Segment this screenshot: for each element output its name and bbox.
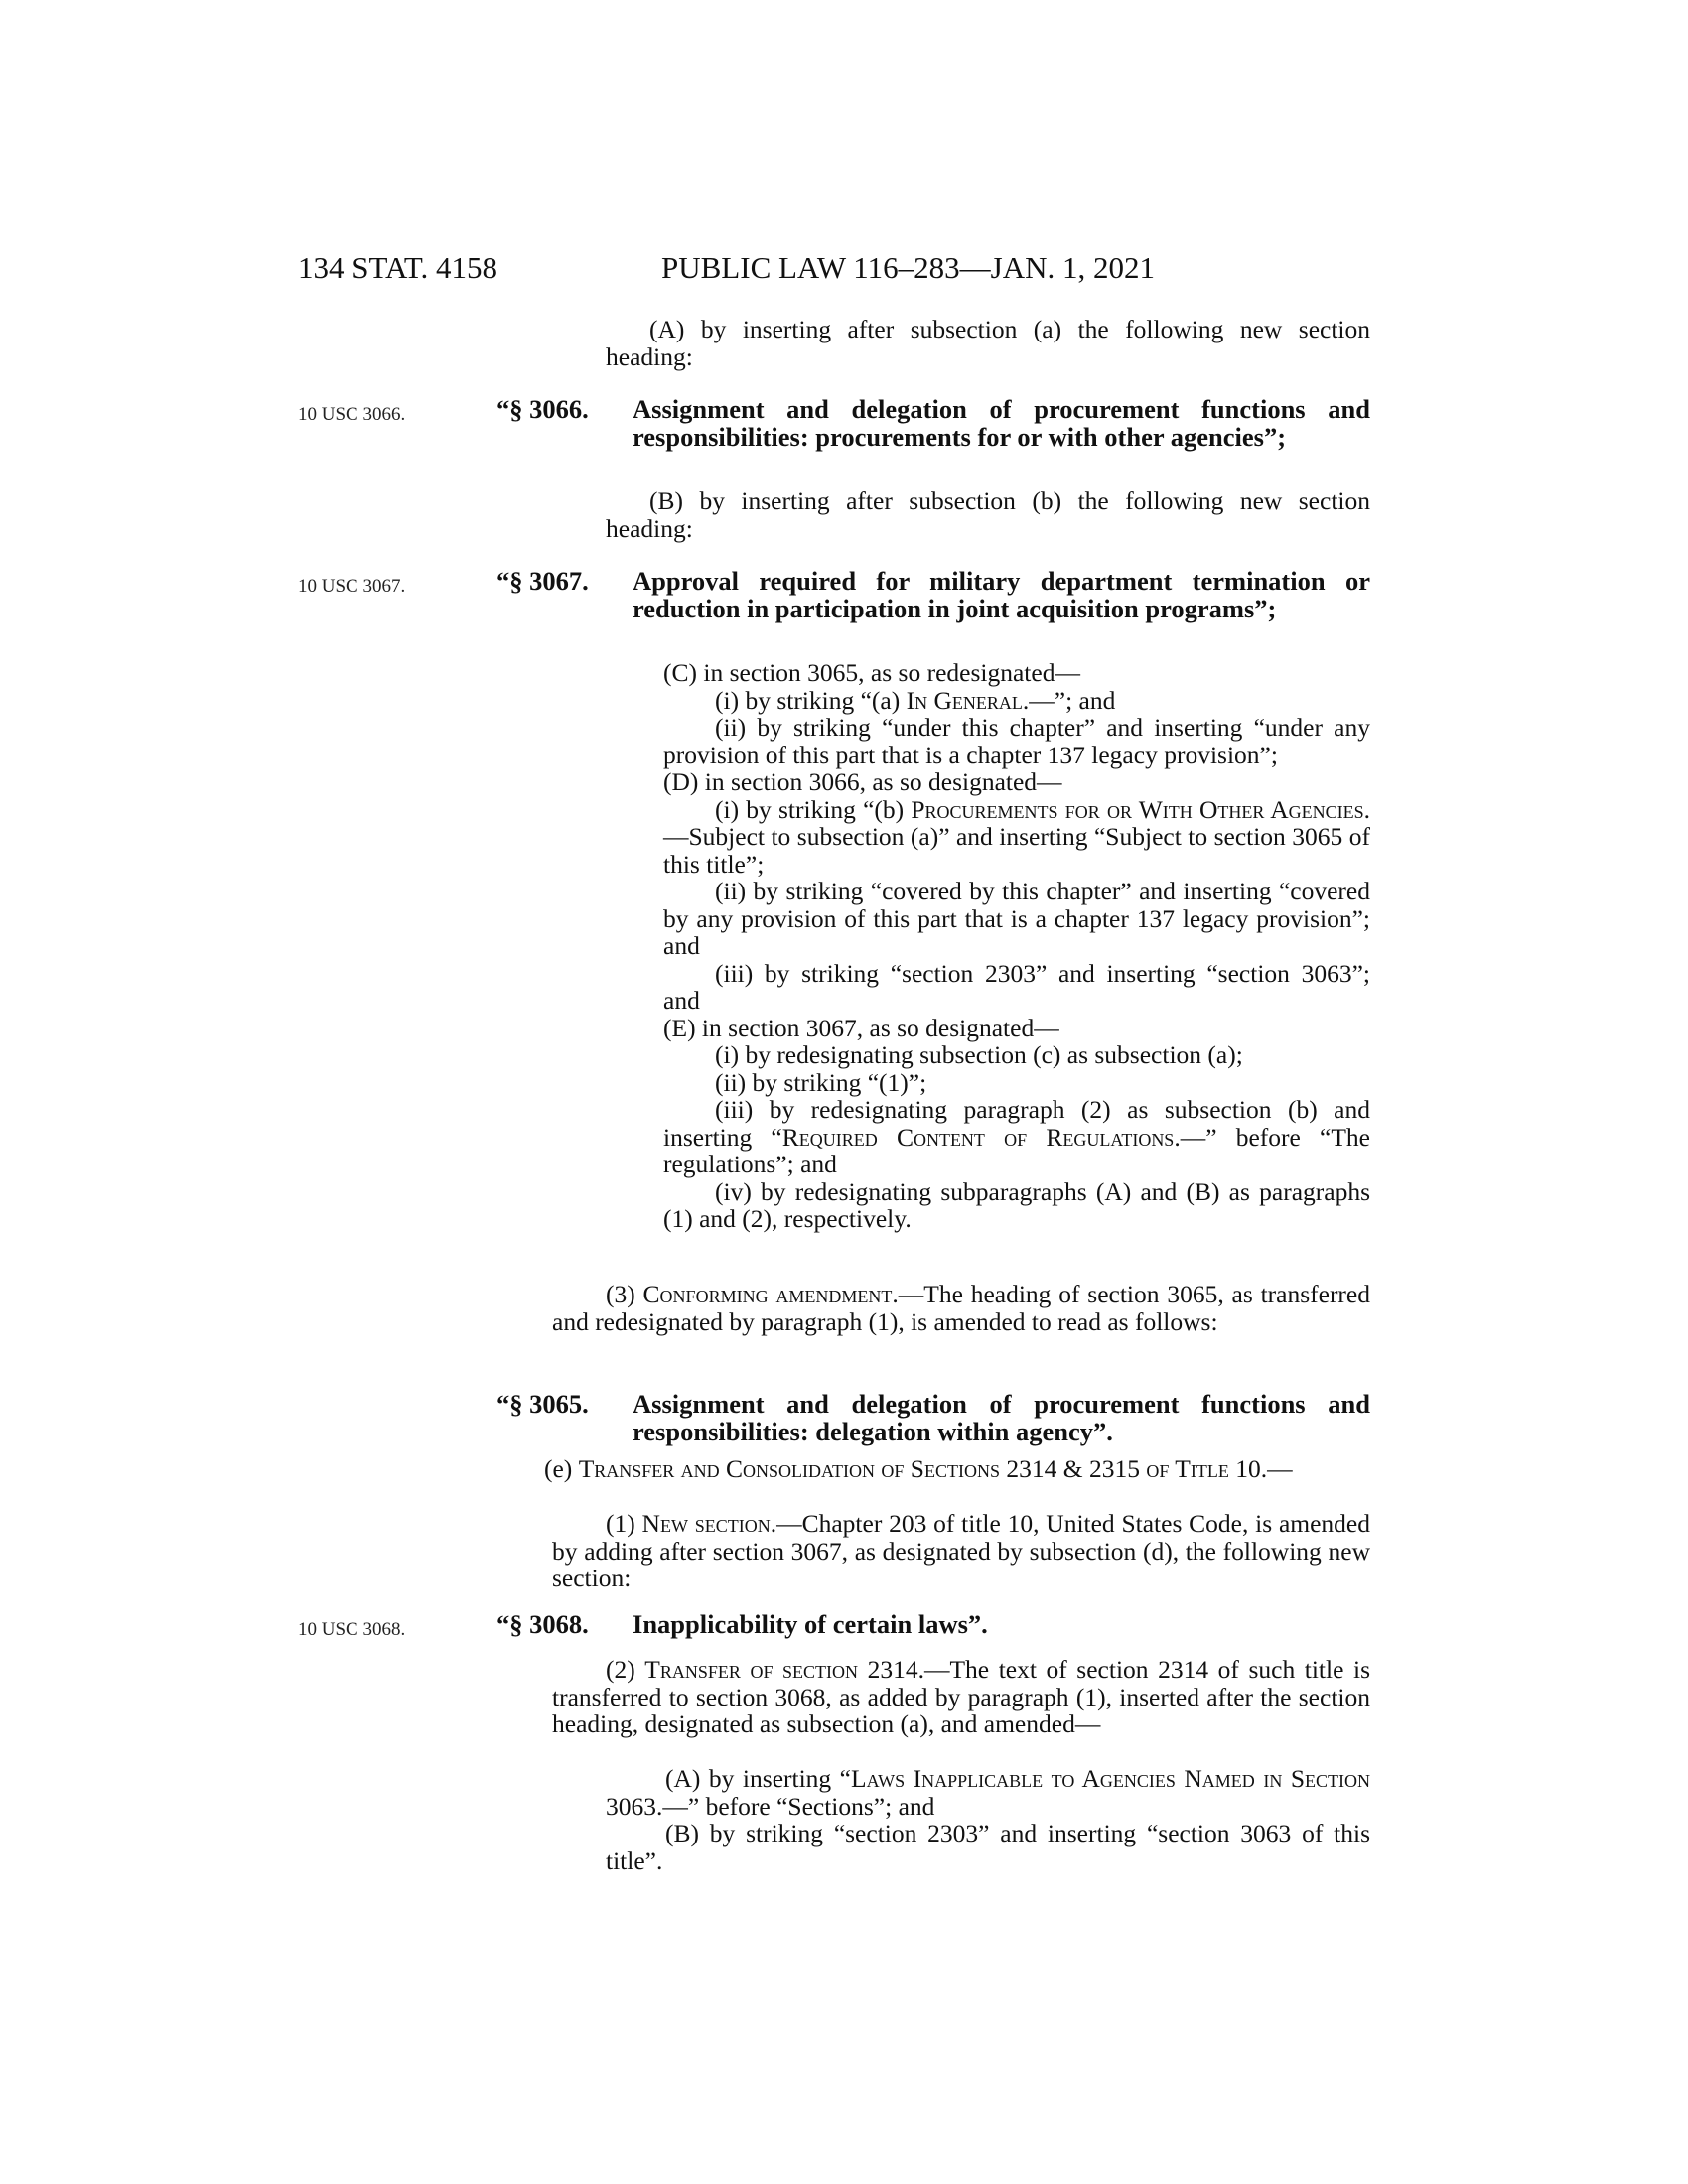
item-d-heading: (D) in section 3066, as so designated— xyxy=(663,767,1062,796)
item-e-iii: (iii) by redesignating paragraph (2) as subsection (b) and inserting “Required Content of Regulations.—” before “The regulations”; and xyxy=(663,1095,1370,1178)
item-2-a: (A) by inserting “Laws Inapplicable to Agencies Named in Section 3063.—” before “Sections”; and xyxy=(606,1764,1370,1821)
section-number: “§ 3066. xyxy=(496,394,589,424)
section-title: Approval required for military department termination or reduction in participation in joint acquisition programs”; xyxy=(633,566,1370,623)
item-d-iii: (iii) by striking “section 2303” and inserting “section 3063”; and xyxy=(663,958,1370,1015)
margin-note-3066: 10 USC 3066. xyxy=(298,404,406,425)
item-c-ii: (ii) by striking “under this chapter” and inserting “under any provision of this part that is a chapter 137 legacy provision”; xyxy=(663,713,1370,769)
stat-page-number: 134 STAT. 4158 xyxy=(298,250,498,285)
paragraph-2-sub-items xyxy=(606,1765,1370,1874)
item-2-b: (B) by striking “section 2303” and inserting “section 3063 of this title”. xyxy=(606,1819,1370,1875)
item-d-i: (i) by striking “(b) Procurements for or With Other Agencies.—Subject to subsection (a)” and inserting “Subject to section 3065 of this title”; xyxy=(663,794,1370,879)
margin-note-3068: 10 USC 3068. xyxy=(298,1619,406,1640)
item-e-ii: (ii) by striking “(1)”; xyxy=(715,1067,927,1097)
section-heading-3065 xyxy=(496,1390,1370,1445)
section-number: “§ 3068. xyxy=(496,1609,589,1639)
subsection-e-transfer: (e) Transfer and Consolidation of Sections 2314 & 2315 of Title 10.— xyxy=(544,1454,1293,1483)
section-number: “§ 3067. xyxy=(496,566,589,596)
item-e-iv: (iv) by redesignating subparagraphs (A) and (B) as paragraphs (1) and (2), respectively. xyxy=(663,1176,1370,1233)
section-title: Assignment and delegation of procurement functions and responsibilities: procurements for or with other agencies”; xyxy=(633,394,1370,452)
section-heading-3066 xyxy=(496,395,1370,451)
amendments-c-d-e xyxy=(663,659,1370,1233)
section-heading-3068 xyxy=(496,1610,1370,1638)
section-heading-3067 xyxy=(496,567,1370,622)
paragraph-1-new-section: (1) New section.—Chapter 203 of title 10, United States Code, is amended by adding after section 3067, as designated by subsection (d), the following new section: xyxy=(552,1509,1370,1592)
item-d-ii: (ii) by striking “covered by this chapter” and inserting “covered by any provision of this part that is a chapter 137 legacy provision”; and xyxy=(663,877,1370,960)
item-c-i: (i) by striking “(a) In General.—”; and xyxy=(715,685,1116,715)
paragraph-2-transfer: (2) Transfer of section 2314.—The text of section 2314 of such title is transferred to section 3068, as added by paragraph (1), inserted after the section heading, designated as subsection (a), and amended— xyxy=(552,1655,1370,1738)
public-law-date: PUBLIC LAW 116–283—JAN. 1, 2021 xyxy=(661,250,1155,285)
paragraph-a-insert: (A) by inserting after subsection (a) the following new section heading: xyxy=(606,315,1370,371)
section-title: Assignment and delegation of procurement functions and responsibilities: delegation within agency”. xyxy=(633,1389,1370,1446)
running-header xyxy=(298,250,1370,290)
margin-note-3067: 10 USC 3067. xyxy=(298,576,406,597)
paragraph-3-conforming: (3) Conforming amendment.—The heading of section 3065, as transferred and redesignated by paragraph (1), is amended to read as follows: xyxy=(552,1280,1370,1336)
paragraph-b-insert: (B) by inserting after subsection (b) the following new section heading: xyxy=(606,486,1370,543)
item-c-heading: (C) in section 3065, as so redesignated— xyxy=(663,658,1080,687)
section-title: Inapplicability of certain laws”. xyxy=(633,1609,988,1639)
section-number: “§ 3065. xyxy=(496,1389,589,1419)
item-e-i: (i) by redesignating subsection (c) as subsection (a); xyxy=(715,1040,1243,1069)
item-e-heading: (E) in section 3067, as so designated— xyxy=(663,1013,1059,1042)
